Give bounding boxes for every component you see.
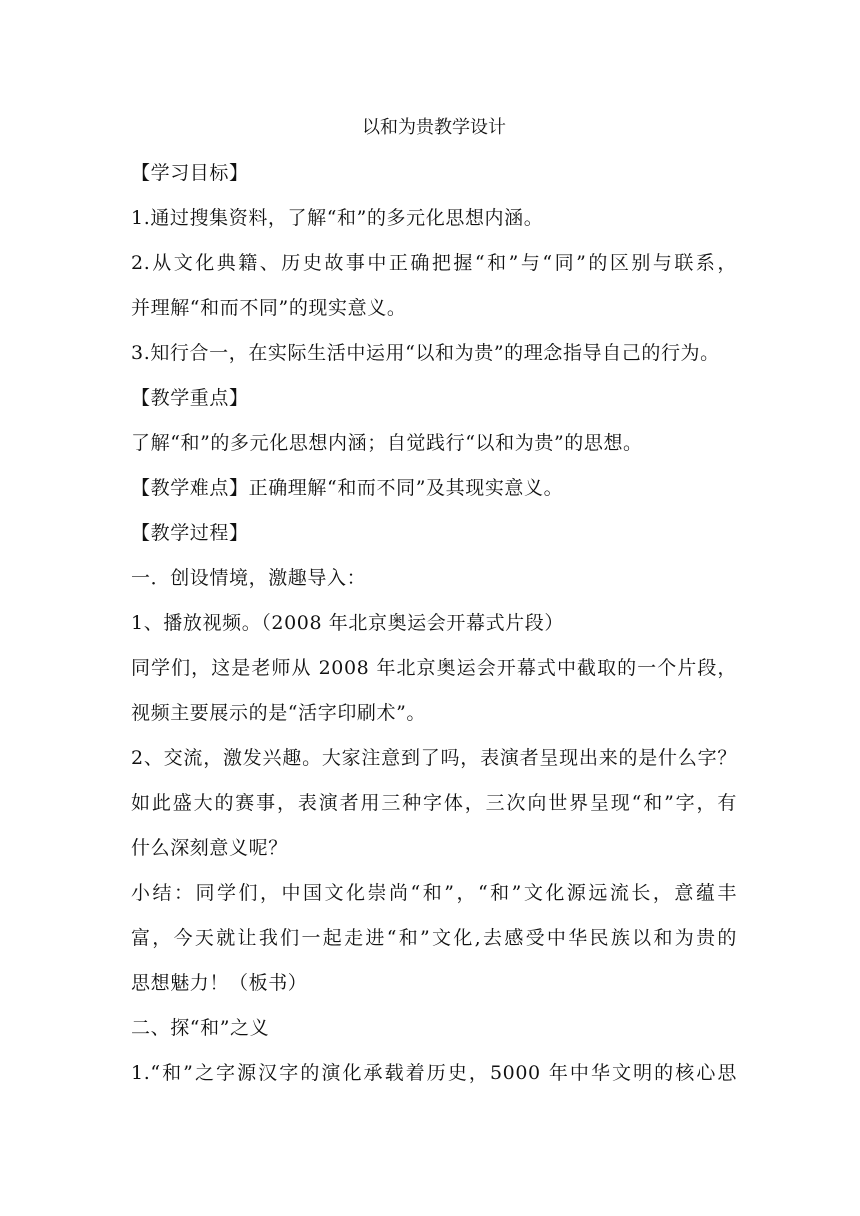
- step-1-text: 1、播放视频。（2008 年北京奥运会开幕式片段）: [131, 612, 564, 634]
- goal-item-2-line-1: 2.从文化典籍、历史故事中正确把握“和”与“同”的区别与联系，: [131, 252, 737, 274]
- paragraph-1-line-2: 视频主要展示的是“活字印刷术”。: [131, 702, 427, 724]
- heading-learning-goals: 【学习目标】: [131, 162, 249, 184]
- summary-line-2: 富，今天就让我们一起走进“和”文化,去感受中华民族以和为贵的: [131, 927, 737, 949]
- step-2-line-1: 2、交流，激发兴趣。大家注意到了吗，表演者呈现出来的是什么字？: [131, 747, 737, 769]
- section-1-heading: 一．创设情境，激趣导入：: [131, 567, 367, 589]
- document-body: [131, 112, 737, 1103]
- goal-item-2-line-2: 并理解“和而不同”的现实意义。: [131, 297, 407, 319]
- teaching-focus-text: 了解“和”的多元化思想内涵；自觉践行“以和为贵”的思想。: [131, 432, 643, 454]
- teaching-difficulty: 【教学难点】正确理解“和而不同”及其现实意义。: [131, 477, 564, 499]
- document-title: 以和为贵教学设计: [362, 117, 506, 138]
- step-2-line-3: 什么深刻意义呢？: [131, 837, 288, 859]
- summary-line-3: 思想魅力！（板书）: [131, 972, 308, 994]
- goal-item-3: 3.知行合一，在实际生活中运用“以和为贵”的理念指导自己的行为。: [131, 342, 720, 364]
- step-2-line-2: 如此盛大的赛事，表演者用三种字体，三次向世界呈现“和”字，有: [131, 792, 737, 814]
- section-2-item-1: 1.“和”之字源汉字的演化承载着历史，5000 年中华文明的核心思: [131, 1062, 737, 1084]
- heading-teaching-focus: 【教学重点】: [131, 387, 249, 409]
- summary-line-1: 小结：同学们，中国文化崇尚“和”，“和”文化源远流长，意蕴丰: [131, 882, 737, 904]
- paragraph-1-line-1: 同学们，这是老师从 2008 年北京奥运会开幕式中截取的一个片段，: [131, 657, 737, 679]
- section-2-heading: 二、探“和”之义: [131, 1017, 270, 1039]
- goal-item-1: 1.通过搜集资料，了解“和”的多元化思想内涵。: [131, 207, 544, 229]
- heading-teaching-process: 【教学过程】: [131, 522, 249, 544]
